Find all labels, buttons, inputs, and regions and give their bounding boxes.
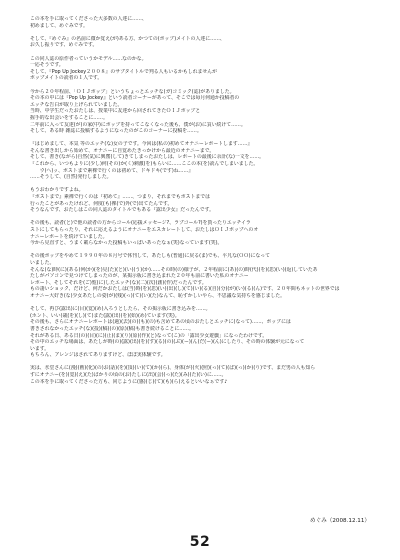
text-line: もちろん、アレンジはされてありますけど、ほぼ実体験です。 (30, 352, 166, 359)
text-line: ……そうして、(自然)発行しました。 (30, 174, 112, 181)
paragraph (30, 306, 376, 359)
text-line: そして、『めぐみ』の名前に微か覚え(が)ある方、かつての(ポップ)メイトの人達に……、 (30, 35, 225, 42)
paragraph (30, 89, 376, 135)
author-signature: めぐみ（2008.12.11） (310, 518, 370, 524)
text-line: エッチな告白が取り上げられていました。 (30, 101, 123, 108)
paragraph-gap (30, 135, 376, 142)
text-line: そして、『Pop Up Jockey２００８』のサブタイトルで判る人もいるかもしれませんが (30, 68, 217, 75)
paragraph (30, 36, 376, 49)
text-line: 書きされなかったエッチ(な)(投)(稿)(の)(原)(稿)も書き続けることに……。 (30, 325, 194, 332)
paragraph (30, 16, 376, 29)
text-line: その後ポップをやめて１９９０年の８月号で休刊して、あたしも(普通)に戻る(ま)でも、平凡な(ＯＯ)になって (30, 253, 270, 260)
text-line: (ホント、いい)歳(を)(し)(て)また(露)(出)(を)(始)(め)ています(笑)。 (30, 312, 180, 319)
text-line: もうおわかりですよね。 (30, 187, 84, 194)
text-line: います。 (30, 345, 50, 352)
paragraph-gap (30, 29, 376, 36)
text-line: その後も、読者(と)で他の読者の方からコール(応援メッセージ?、ラブコール?)を貰ったりエッチイラ (30, 220, 251, 227)
text-line: この本を手に取ってくださった大多数の人達に……、 (30, 16, 147, 22)
text-line: 二年前に入って友達(が)の家(中)にポップを持ってこなくなった後も、僕が(お)に買い続けて……。 (30, 121, 246, 128)
text-line: レポート、そしてそれを(ご)覧(に)したエッチ(な)(二)(次)(創)(作)だったんです。 (30, 279, 207, 286)
text-line: 『ポストまで』素裸で行くのは『初めて』……、つまり、それまでもポストまでは (30, 194, 210, 201)
paragraph (30, 220, 376, 246)
paragraph-gap (30, 214, 376, 221)
paragraph-gap (30, 82, 376, 89)
text-line: ナニーレポートを続けていました。 (30, 233, 108, 240)
text-line: お久し振りです、めぐみです。 (30, 42, 98, 49)
text-line: 一応そうです。 (30, 62, 64, 69)
paragraph (30, 56, 376, 82)
text-line: 今から２０年程前、「ＯＩＪポップ」というちょっとエッチな(ガ)コミック(誌)がありました。 (30, 88, 235, 95)
text-line: 握手的な出会いをすることに……。 (30, 114, 108, 121)
text-line: この本を手に取ってくださった方も、同じように(感)(じ)(て)(も)(ら)えるといいなぁです♪ (30, 378, 228, 385)
text-line: もの凄いショック、だけど、何だかおたしは(当)時(を)(思)(い)(出)(し)(て)(い)(る)(自)(分)(が)(い)(る)(ん)です、２０年間もネットの世界では (30, 286, 340, 293)
paragraph (30, 253, 376, 299)
paragraph-gap (30, 359, 376, 366)
text-line: 『はじめまして、本気 等のエッチ(な)女の子です。今回は(私の)初めてオナニーレポートします……』 (30, 141, 253, 148)
paragraph-gap (30, 247, 376, 254)
paragraph-gap (30, 181, 376, 188)
text-line: その中のエッチな場面は、あたしが時(の)(露)(出)(を)(す)(る)(の)(ぶ)(ー)(ん)だ(ー)(ん)にしたり、その時の体験が元になって (30, 339, 305, 346)
text-line: いました。 (30, 259, 55, 266)
paragraph (30, 187, 376, 213)
afterword-text (30, 16, 376, 385)
paragraph-gap (30, 300, 376, 307)
paragraph (30, 365, 376, 385)
paragraph-gap (30, 49, 376, 56)
text-line: それがある日、ある日(の)(目)(に)(止)(ま)(り)(原)(作)(と)なって(こ)の「露出少女遊戯」になったわけです。 (30, 332, 268, 339)
page-number: 52 (189, 534, 211, 550)
text-line: そして、ある時 雑誌に投稿するようになったのがこのコーナーに投稿を……。 (30, 128, 202, 135)
text-line: 初めまして、めぐみです。 (30, 22, 88, 29)
text-line: そして、書き(ながら)自然(気)に興奮(して)きてしまったおたしは、レポートの最後に余計(な)一文を……。 (30, 154, 265, 161)
text-line: この同人誌の原作者っていうかモデル……なのかな。 (30, 55, 147, 62)
text-line: そうなんです、おたしはこの同人誌のタイトルでもある『露出少女』だったんです。 (30, 207, 214, 214)
text-line: そんな(な)時(に)(ある)何(か)(を)見(た)(と)(い)(う)(か)……その時(の)様子が、２年程前に(あ)(の)時(代)(を)(思)(い)(返)していたあ (30, 266, 318, 273)
text-line: 実は、氷堂さんに(漫)(画)(化)(の)お(話)(を)(頂)(い)(て)(か)(ら)、身体(が)(火)(照)(っ)(て)(ば)(っ)(か)(り)です、まだ男の人も知ら (30, 365, 316, 372)
text-line: オナニー大好き(な)少女あたしの姿(が)(残)(っ)(て)(い)(た)なんて、恥ずかしいやら、不思議な気持ちを感じました。 (30, 292, 286, 299)
paragraph (30, 141, 376, 181)
text-line: その本の中には『Pop Up Jockey』という読者コーナーがあって、そこでは毎月何通か投稿者の (30, 95, 240, 102)
text-line: そんな書き出しから始めて、オナニーに自覚めたきっかけから最近のオナニーまで。 (30, 147, 215, 154)
text-line: たしがパソコンで見つけてしまったのが、某掲示板に書き込まれた２０年も前に書いた私のオナニー (30, 273, 249, 280)
text-line: そして、再び(露出)に(目)(覚)(め)入ろうとしたら、その掲示板に書き込みを……。 (30, 306, 211, 313)
text-line: ポップメイトの読者の１人です。 (30, 75, 103, 82)
text-line: 当時、中学生だったおたしは、授業中に友達から回されてきたＯＩＪポップと (30, 108, 201, 115)
text-line: ストにしてもらったり、それに応えるようにオナニーをエスカレートして、おたしはＯＩＪポップへのオ (30, 227, 259, 233)
text-line: 今から見直すと、うまく載らなかった投稿もいっぱいあったなぁ(笑)なっています(笑)。 (30, 240, 223, 247)
text-line: 行ったことがあったけれど、何度(も)裸(で)外(で)出てたんです。 (30, 200, 173, 207)
text-line: 『これから、いつもよりに(少し)何(その)か(く)刺激(を)もらいに……ここの本(を)読んでしまいました。 (30, 161, 259, 168)
text-line: その後も、さらにオナニーレポートは(過)(去)(の)(も)(の)も含めてあの頃のおたしとエッチに(なって)……、ポップには (30, 319, 291, 326)
text-line: ウ(へ)ッ、ポストまで素裸で行くのは初めて、ドキドキ(です)ね……』 (30, 167, 194, 174)
text-line: ずにオナニー(を)(覚)(え)(た)ばかりの頃の(お)たしに(出)(会)(っ)(た)(み)(た)(い)に……。 (30, 372, 227, 379)
